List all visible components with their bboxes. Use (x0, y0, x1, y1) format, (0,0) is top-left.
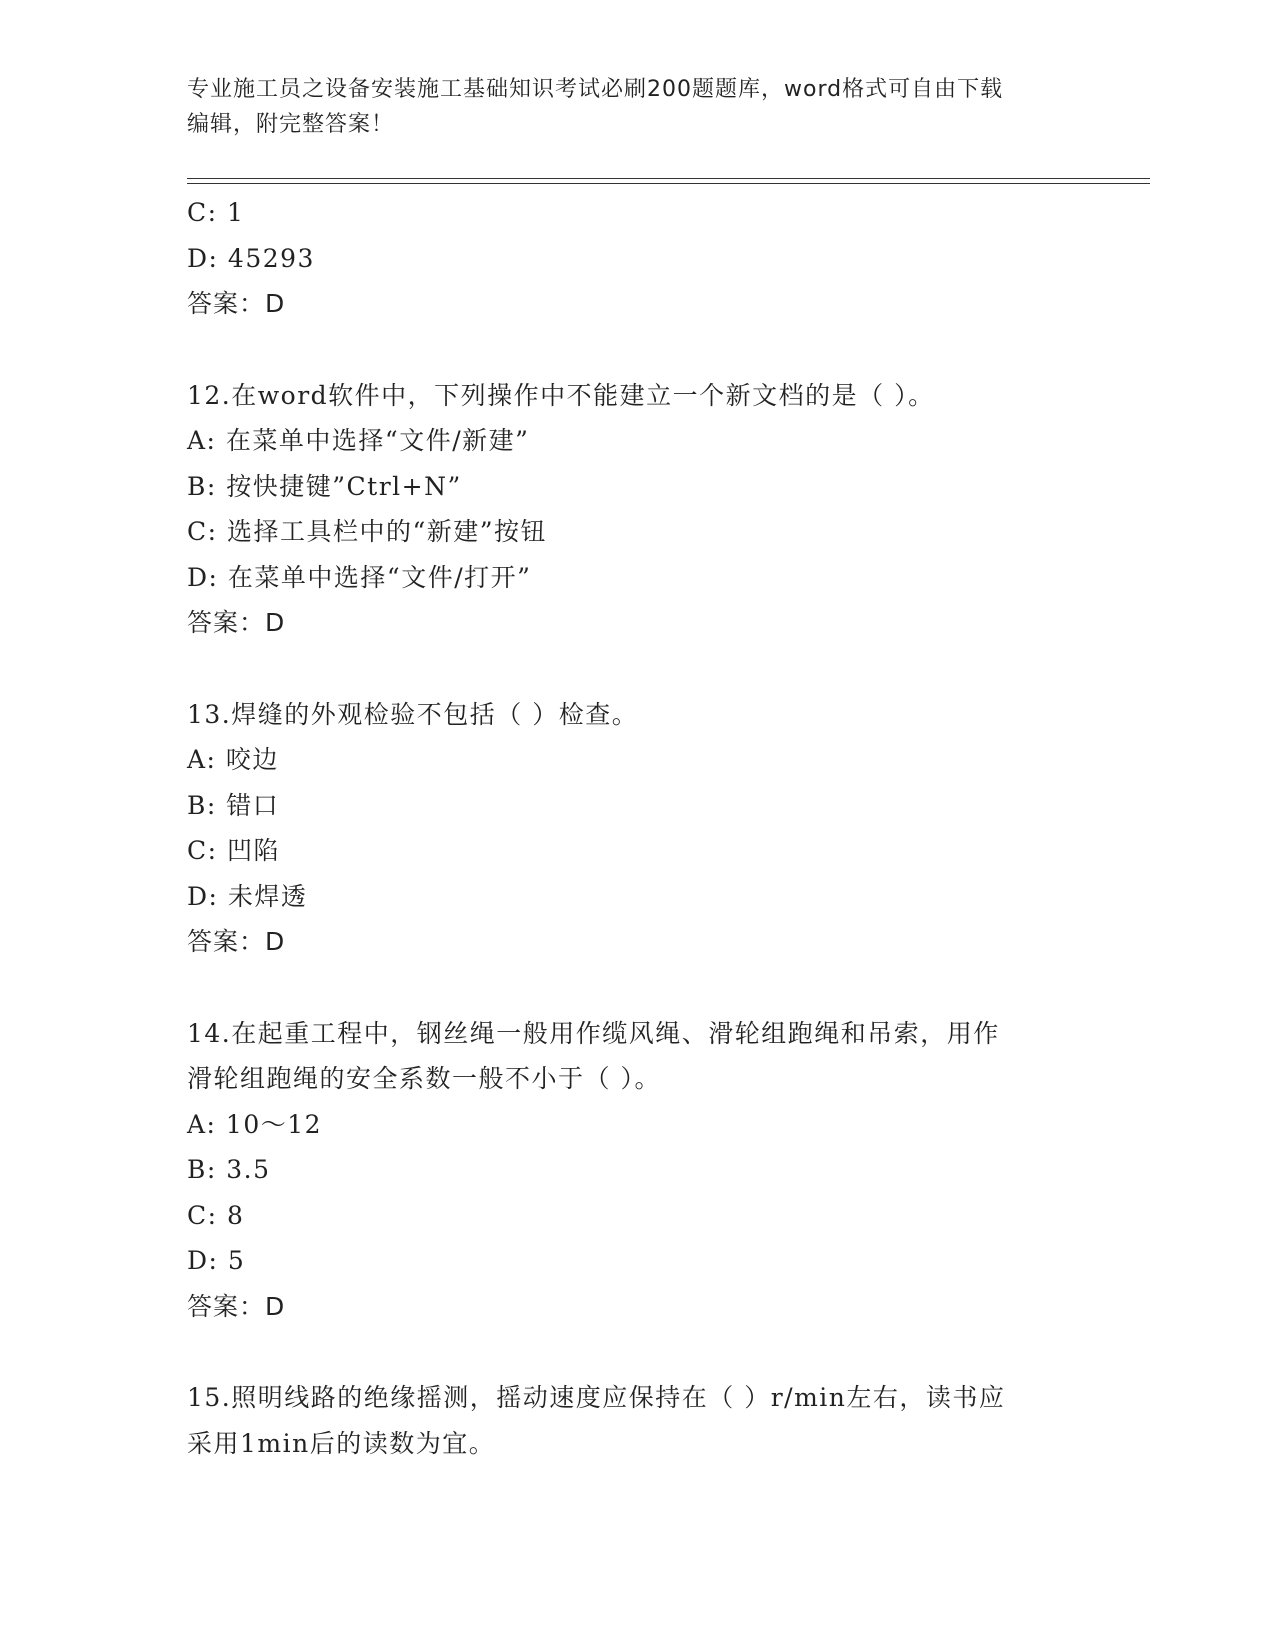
question-15 (187, 1375, 1087, 1466)
option-d: D: 未焊透 (187, 881, 308, 911)
answer: 答案：D (187, 927, 286, 956)
option-c: C: 凹陷 (187, 836, 280, 865)
option-c: C: 8 (187, 1200, 245, 1230)
header-divider-top (187, 178, 1150, 179)
option-b: B: 错口 (187, 790, 280, 820)
question-list (187, 190, 1087, 1466)
option-a: A: 在菜单中选择“文件/新建” (187, 426, 530, 455)
answer: 答案：D (187, 289, 286, 318)
question-text-line1: 15.照明线路的绝缘摇测，摇动速度应保持在（ ）r/min左右，读书应 (187, 1383, 1006, 1412)
question-12 (187, 373, 1087, 646)
header-title-line1: 专业施工员之设备安装施工基础知识考试必刷200题题库，word格式可自由下载 (187, 77, 1004, 102)
question-text-line2: 采用1min后的读数为宜。 (187, 1428, 496, 1458)
option-d: D: 在菜单中选择“文件/打开” (187, 562, 532, 592)
option-c: C: 选择工具栏中的“新建”按钮 (187, 517, 548, 546)
question-11-tail (187, 190, 1087, 327)
header-title-line2: 编辑，附完整答案！ (187, 112, 395, 137)
option-a: A: 咬边 (187, 745, 279, 774)
question-text: 12.在word软件中，下列操作中不能建立一个新文档的是（ ）。 (187, 380, 935, 410)
question-text-line2: 滑轮组跑绳的安全系数一般不小于（ ）。 (187, 1064, 661, 1093)
question-text: 13.焊缝的外观检验不包括（ ）检查。 (187, 699, 639, 729)
answer: 答案：D (187, 1291, 286, 1321)
option-d: D: 5 (187, 1246, 246, 1275)
option-b: B: 3.5 (187, 1155, 271, 1184)
header-divider-bottom (187, 183, 1150, 184)
question-text-line1: 14.在起重工程中，钢丝绳一般用作缆风绳、滑轮组跑绳和吊索，用作 (187, 1018, 1000, 1048)
question-14 (187, 1011, 1087, 1330)
option-a: A: 10～12 (187, 1109, 323, 1139)
answer: 答案：D (187, 608, 286, 637)
option-d: D: 45293 (187, 243, 315, 273)
option-c: C: 1 (187, 198, 245, 227)
option-b: B: 按快捷键”Ctrl+N” (187, 471, 462, 501)
question-13 (187, 692, 1087, 965)
document-header (187, 72, 1087, 142)
